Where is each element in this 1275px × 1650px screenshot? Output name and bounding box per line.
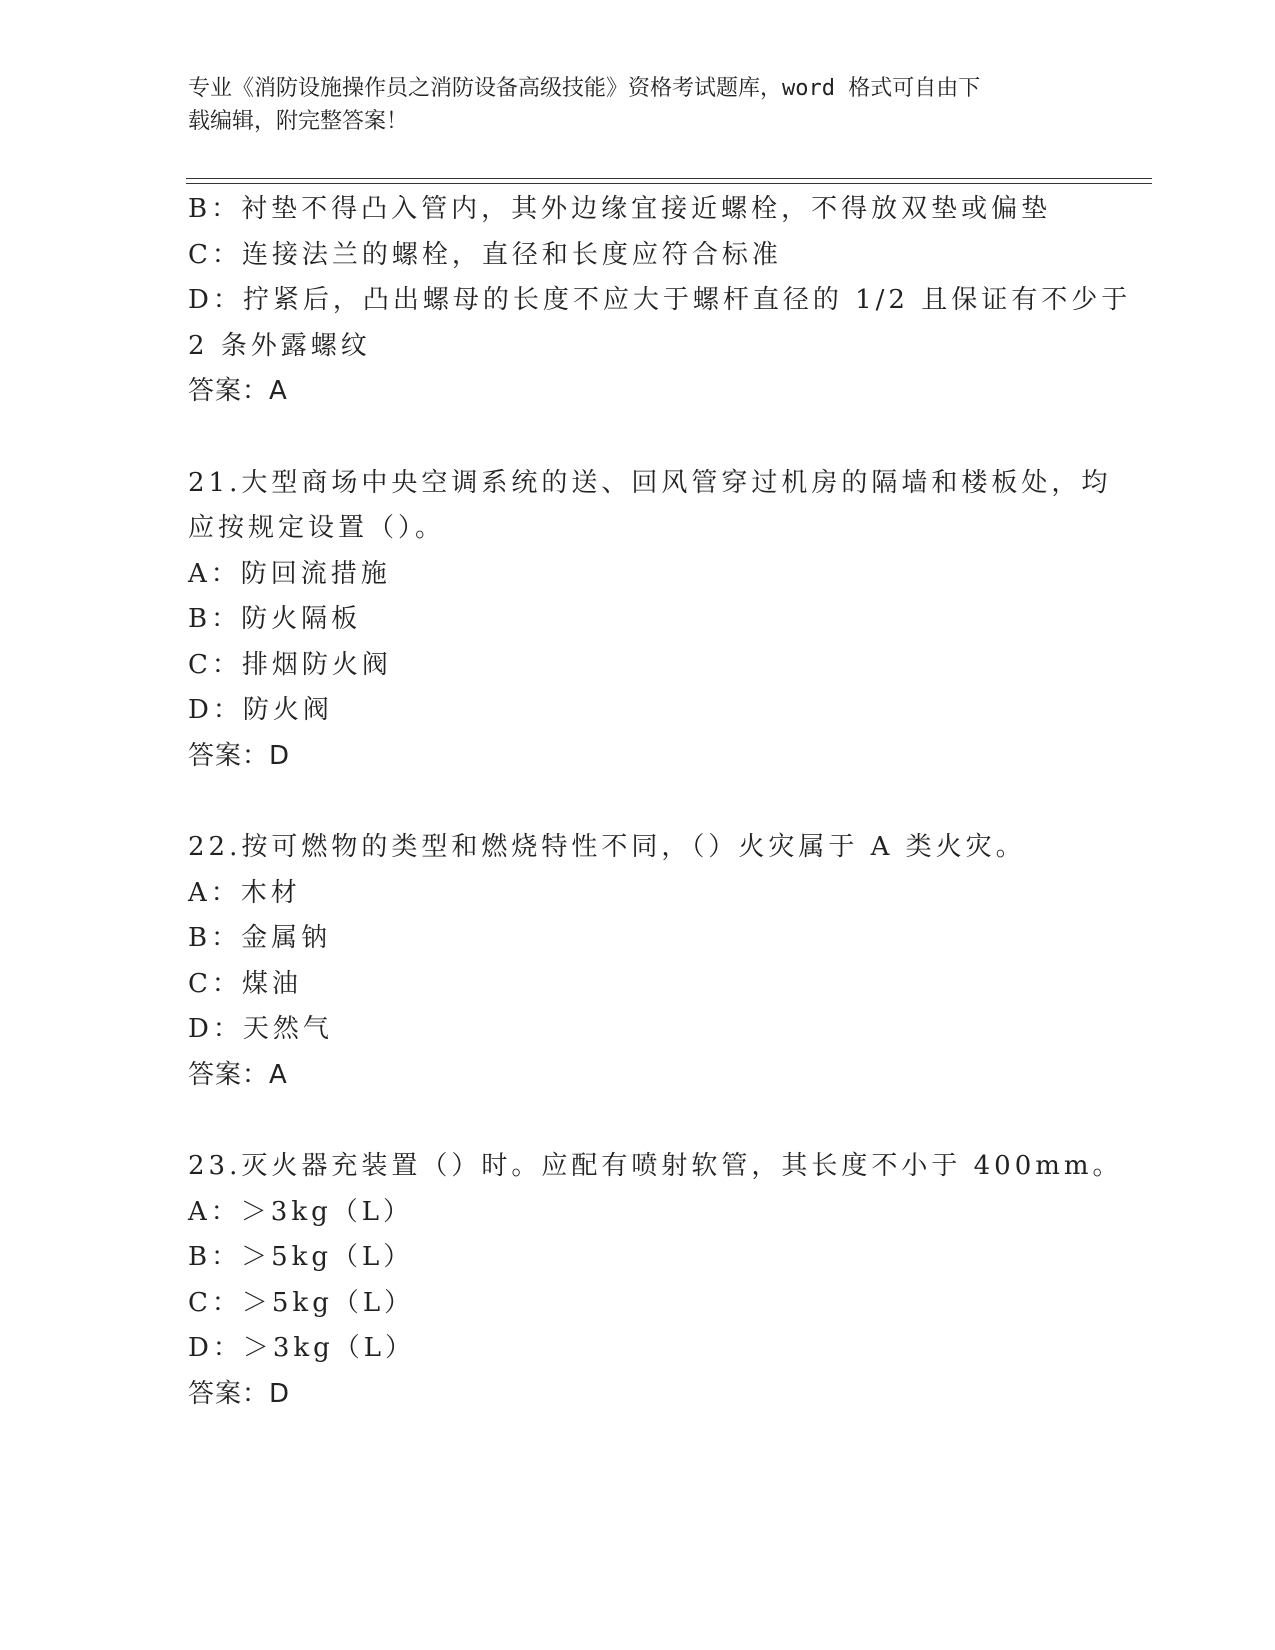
question-block-23 — [188, 1144, 1123, 1417]
option-b: B：防火隔板 — [188, 604, 362, 634]
header-divider-top — [186, 178, 1152, 179]
option-d: D：＞3kg（L） — [188, 1333, 416, 1363]
question-stem: 22.按可燃物的类型和燃烧特性不同，（）火灾属于 A 类火灾。 — [188, 832, 1026, 862]
option-b: B：衬垫不得凸入管内，其外边缘宜接近螺栓，不得放双垫或偏垫 — [188, 194, 1052, 224]
question-stem: 21.大型商场中央空调系统的送、回风管穿过机房的隔墙和楼板处，均 — [188, 467, 1112, 498]
option-a: A：防回流措施 — [188, 558, 391, 589]
question-block-21 — [188, 461, 1112, 780]
option-b: B：金属钠 — [188, 923, 332, 953]
option-c: C：排烟防火阀 — [188, 649, 392, 680]
option-c: C：煤油 — [188, 968, 302, 999]
question-stem: 23.灭火器充装置（）时。应配有喷射软管，其长度不小于 400mm。 — [188, 1151, 1123, 1181]
option-a: A：木材 — [188, 877, 301, 908]
document-header — [188, 72, 1068, 138]
answer-line: 答案：A — [188, 1059, 288, 1090]
answer-line: 答案：D — [188, 740, 291, 771]
answer-line: 答案：D — [188, 1378, 291, 1409]
option-d: D：防火阀 — [188, 695, 333, 725]
question-list — [188, 187, 1132, 1417]
option-c: C：＞5kg（L） — [188, 1287, 415, 1318]
option-a: A：＞3kg（L） — [188, 1196, 413, 1227]
question-block-22 — [188, 825, 1088, 1098]
spacer — [188, 415, 1088, 461]
option-d: D：天然气 — [188, 1014, 333, 1044]
question-block-previous — [188, 187, 1132, 415]
header-divider-bottom — [186, 183, 1152, 184]
option-d-continued: 2 条外露螺纹 — [188, 330, 371, 361]
spacer — [188, 1098, 1088, 1144]
option-c: C：连接法兰的螺栓，直径和长度应符合标准 — [188, 239, 782, 270]
option-b: B：＞5kg（L） — [188, 1242, 414, 1272]
option-d: D：拧紧后，凸出螺母的长度不应大于螺杆直径的 1/2 且保证有不少于 — [188, 285, 1132, 315]
question-stem-continued: 应按规定设置（）。 — [188, 513, 446, 543]
header-line-2: 载编辑，附完整答案！ — [188, 109, 409, 134]
header-line-1: 专业《消防设施操作员之消防设备高级技能》资格考试题库，word 格式可自由下 — [188, 76, 981, 101]
answer-line: 答案：A — [188, 376, 288, 406]
spacer — [188, 779, 1088, 825]
